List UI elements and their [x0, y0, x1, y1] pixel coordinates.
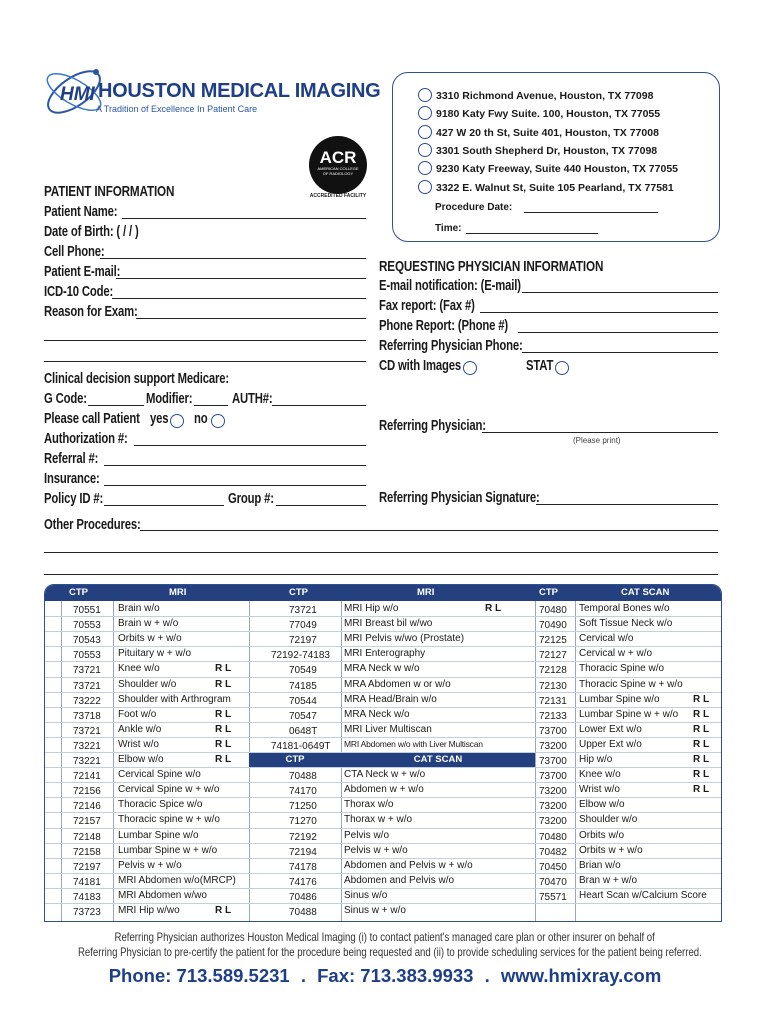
- procedure-name: Abdomen w + w/o: [344, 784, 424, 796]
- cpt-code: 70547: [289, 710, 317, 722]
- acr-ring-text: ACCREDITED FACILITY: [309, 193, 367, 199]
- location-option[interactable]: [418, 144, 657, 158]
- cpt-code: 70553: [73, 620, 101, 632]
- side-select: R L: [693, 723, 710, 735]
- side-select: R L: [693, 708, 710, 720]
- procedure-name: Cervical Spine w + w/o: [118, 784, 220, 796]
- procedure-name: Thoracic spine w + w/o: [118, 814, 220, 826]
- procedure-name: MRI Abdomen w/wo: [118, 889, 207, 901]
- company-tagline: A Tradition of Excellence In Patient Care: [96, 104, 258, 114]
- table-row-divider: [45, 677, 721, 678]
- cpt-code: 73200: [539, 816, 567, 828]
- patient-name-label: Patient Name:: [44, 204, 118, 220]
- cpt-code: 70482: [539, 846, 567, 858]
- table-header-cell: CTP: [539, 587, 558, 598]
- location-address: 427 W 20 th St, Suite 401, Houston, TX 77008: [436, 126, 659, 139]
- location-option[interactable]: [418, 126, 659, 140]
- other-procedures-field-2[interactable]: [44, 552, 718, 553]
- stat-radio[interactable]: [555, 361, 569, 375]
- side-select: R L: [215, 663, 232, 675]
- gcode-label: G Code:: [44, 391, 87, 407]
- location-address: 3301 South Shepherd Dr, Houston, TX 77098: [436, 144, 658, 157]
- reason-field-1[interactable]: [136, 318, 366, 319]
- table-row-divider: [45, 631, 721, 632]
- procedure-name: Orbits w + w/o: [579, 844, 643, 856]
- procedure-name: Lumbar Spine w/o: [118, 829, 199, 841]
- cpt-code: 70450: [539, 861, 567, 873]
- cell-phone-label: Cell Phone:: [44, 244, 105, 260]
- cpt-code: 0648T: [289, 725, 318, 737]
- cpt-code: 74181: [73, 876, 101, 888]
- procedure-name: Wrist w/o: [118, 738, 159, 750]
- reason-field-3[interactable]: [44, 361, 366, 362]
- cpt-code: 74178: [289, 861, 317, 873]
- cpt-code: 72197: [73, 861, 101, 873]
- insurance-label: Insurance:: [44, 471, 100, 487]
- table-row-divider: [45, 797, 721, 798]
- procedure-name: Shoulder w/o: [118, 678, 177, 690]
- side-select: R L: [693, 769, 710, 781]
- gcode-field[interactable]: [88, 405, 144, 406]
- reason-label: Reason for Exam:: [44, 304, 138, 320]
- procedure-name: MRI Abdomen w/o with Liver Multiscan: [344, 738, 483, 749]
- procedure-name: Thorax w/o: [344, 799, 394, 811]
- side-select: R L: [693, 754, 710, 765]
- cpt-code: 73200: [539, 801, 567, 813]
- table-row-divider: [45, 828, 721, 829]
- procedure-name: Shoulder w/o: [579, 814, 638, 826]
- time-field[interactable]: [466, 233, 598, 234]
- procedure-name: MRI Liver Multiscan: [344, 723, 432, 735]
- procedure-name: MRI Breast bil w/wo: [344, 618, 433, 630]
- cpt-code: 72157: [73, 816, 101, 828]
- table-header-cell: CAT SCAN: [621, 587, 670, 598]
- cpt-code: 73200: [539, 786, 567, 798]
- side-select: R L: [215, 678, 232, 690]
- procedure-name: Hip w/o: [579, 754, 613, 765]
- procedure-name: CTA Neck w + w/o: [344, 769, 426, 781]
- table-row-divider: [45, 692, 721, 693]
- procedure-name: Pelvis w/o: [344, 829, 390, 841]
- table-header-cell: CTP: [69, 587, 88, 598]
- fax-report-label: Fax report: (Fax #): [379, 298, 475, 314]
- cpt-code: 72127: [539, 650, 567, 662]
- cpt-code: 73721: [73, 725, 101, 737]
- procedure-name: Shoulder with Arthrogram: [118, 693, 231, 705]
- location-address: 9180 Katy Fwy Suite. 100, Houston, TX 77055: [436, 108, 661, 121]
- procedure-name: Knee w/o: [118, 663, 160, 675]
- cpt-code: 70490: [539, 620, 567, 632]
- acr-badge-text: ACR: [319, 148, 357, 167]
- cpt-code: 72148: [73, 831, 101, 843]
- cpt-code: 72194: [289, 846, 317, 858]
- table-header-cell: MRI: [417, 587, 435, 598]
- cpt-code: 77049: [289, 620, 317, 632]
- call-no-radio[interactable]: [211, 414, 225, 428]
- procedure-name: Sinus w/o: [344, 889, 388, 901]
- cpt-code: 70543: [73, 635, 101, 647]
- icd10-field[interactable]: [112, 298, 366, 299]
- side-select: R L: [693, 784, 710, 796]
- location-radio[interactable]: [418, 161, 432, 175]
- signature-field[interactable]: [536, 504, 718, 505]
- procedure-name: Thoracic Spice w/o: [118, 799, 203, 811]
- cpt-code: 72146: [73, 801, 101, 813]
- procedure-name: Elbow w/o: [118, 754, 164, 765]
- cpt-code: 70553: [73, 650, 101, 662]
- table-row-divider: [45, 858, 721, 859]
- table-row-divider: [45, 737, 721, 738]
- referring-phone-field[interactable]: [522, 352, 718, 353]
- authorization-note-2-text: Referring Physician to pre-certify the patient for the procedure being requested and (ii) to provide scheduling services for the patient being referred.: [77, 945, 702, 959]
- cpt-code: 72192: [289, 831, 317, 843]
- authorization-label: Authorization #:: [44, 431, 128, 447]
- procedure-name: Thorax w + w/o: [344, 814, 413, 826]
- table-row-divider: [45, 888, 721, 889]
- cpt-code: 73723: [73, 907, 101, 918]
- other-procedures-field-3[interactable]: [44, 574, 718, 575]
- dob-label: Date of Birth: ( / / ): [44, 224, 139, 240]
- procedure-name: Lumbar Spine w/o: [579, 693, 660, 705]
- cd-images-label: CD with Images: [379, 358, 462, 374]
- referring-phone-label: Referring Physician Phone:: [379, 338, 523, 354]
- table-row-divider: [45, 646, 721, 647]
- referring-physician-label: Referring Physician:: [379, 418, 486, 434]
- cpt-code: 70488: [289, 771, 317, 783]
- referral-field[interactable]: [104, 465, 366, 466]
- procedure-name: Lumbar Spine w + w/o: [118, 844, 218, 856]
- procedure-name: MRI Enterography: [344, 648, 426, 660]
- side-select: R L: [215, 708, 232, 720]
- cell-phone-field[interactable]: [100, 258, 366, 259]
- procedure-name: Thoracic Spine w/o: [579, 663, 665, 675]
- procedure-name: Orbits w/o: [579, 829, 625, 841]
- procedure-name: Ankle w/o: [118, 723, 162, 735]
- authorization-note-2: [0, 945, 770, 959]
- side-select: R L: [215, 738, 232, 750]
- procedure-name: Pituitary w + w/o: [118, 648, 192, 660]
- side-select: R L: [693, 738, 710, 750]
- cpt-code: 70486: [289, 891, 317, 903]
- cpt-code: 72128: [539, 665, 567, 677]
- logo-abbr: HMI: [60, 84, 95, 105]
- ctp-subheader: CTP: [249, 753, 341, 767]
- procedure-name: Sinus w + w/o: [344, 905, 406, 916]
- procedure-name: Lumbar Spine w + w/o: [579, 708, 679, 720]
- procedure-name: MRA Abdomen w or w/o: [344, 678, 451, 690]
- procedure-name: Brain w + w/o: [118, 618, 179, 630]
- cpt-code: 72130: [539, 680, 567, 692]
- group-label: Group #:: [228, 491, 274, 507]
- fax-report-field[interactable]: [480, 312, 718, 313]
- authorization-note-1: [0, 930, 770, 944]
- side-select: R L: [215, 754, 232, 765]
- cpt-code: 74176: [289, 876, 317, 888]
- cpt-code: 70480: [539, 605, 567, 616]
- cpt-code: 70480: [539, 831, 567, 843]
- insurance-field[interactable]: [104, 485, 366, 486]
- procedure-name: Bran w + w/o: [579, 874, 638, 886]
- procedure-name: Brain w/o: [118, 603, 160, 614]
- procedure-name: Thoracic Spine w + w/o: [579, 678, 683, 690]
- procedure-name: MRA Neck w/o: [344, 708, 410, 720]
- authorization-note-1-text: Referring Physician authorizes Houston Medical Imaging (i) to contact patient's managed care plan or other insurer on behalf of: [114, 930, 656, 944]
- modifier-field[interactable]: [194, 405, 228, 406]
- procedure-name: Knee w/o: [579, 769, 621, 781]
- procedure-name: Orbits w + w/o: [118, 633, 182, 645]
- cpt-code: 72125: [539, 635, 567, 647]
- procedure-name: Pelvis w + w/o: [118, 859, 182, 871]
- cpt-code: 72133: [539, 710, 567, 722]
- procedure-name: Cervical w/o: [579, 633, 634, 645]
- procedure-name: Brian w/o: [579, 859, 621, 871]
- side-select: R L: [215, 905, 232, 916]
- location-radio[interactable]: [418, 106, 432, 120]
- call-yes-radio[interactable]: [170, 414, 184, 428]
- auth-field[interactable]: [272, 405, 366, 406]
- procedure-name: Heart Scan w/Calcium Score: [579, 889, 707, 901]
- cpt-code: 73222: [73, 695, 101, 707]
- time-label: Time:: [435, 223, 462, 234]
- cpt-code: 73221: [73, 740, 101, 752]
- cpt-code: 70549: [289, 665, 317, 677]
- cpt-code: 70470: [539, 876, 567, 888]
- procedure-name: Cervical Spine w/o: [118, 769, 201, 781]
- procedure-name: Elbow w/o: [579, 799, 625, 811]
- cat-scan-subheader: CAT SCAN: [341, 753, 535, 767]
- referral-label: Referral #:: [44, 451, 99, 467]
- contact-line: [0, 965, 770, 987]
- cpt-code: 73721: [73, 680, 101, 692]
- location-radio[interactable]: [418, 143, 432, 157]
- cpt-code: 72158: [73, 846, 101, 858]
- cds-label: Clinical decision support Medicare:: [44, 371, 229, 387]
- location-option[interactable]: [418, 181, 674, 195]
- procedure-date-field[interactable]: [524, 212, 658, 213]
- email-notification-label: E-mail notification: (E-mail): [379, 278, 521, 294]
- other-procedures-label: Other Procedures:: [44, 517, 141, 533]
- company-name: HOUSTON MEDICAL IMAGING: [98, 80, 381, 102]
- footer-phone: Phone: 713.589.5231: [108, 965, 290, 986]
- cpt-code: 71250: [289, 801, 317, 813]
- procedure-name: Abdomen and Pelvis w + w/o: [344, 859, 473, 871]
- cd-images-radio[interactable]: [463, 361, 477, 375]
- procedure-name: MRI Hip w/wo: [118, 905, 180, 916]
- reason-field-2[interactable]: [44, 340, 366, 341]
- cpt-code: 73221: [73, 756, 101, 767]
- procedure-name: MRI Hip w/o: [344, 603, 399, 614]
- location-radio[interactable]: [418, 125, 432, 139]
- table-row-divider: [45, 661, 721, 662]
- table-row-divider: [45, 767, 721, 768]
- signature-label: Referring Physician Signature:: [379, 490, 540, 506]
- location-address: 3322 E. Walnut St, Suite 105 Pearland, TX 77581: [436, 181, 674, 194]
- phone-report-field[interactable]: [518, 332, 718, 333]
- cpt-code: 73721: [289, 605, 317, 616]
- yes-label: yes: [150, 411, 169, 427]
- location-radio[interactable]: [418, 180, 432, 194]
- cpt-code: 73200: [539, 740, 567, 752]
- location-option[interactable]: [418, 89, 653, 103]
- cpt-code: 74183: [73, 891, 101, 903]
- policy-field[interactable]: [104, 505, 224, 506]
- procedure-name: MRI Abdomen w/o(MRCP): [118, 874, 236, 886]
- side-select: R L: [693, 693, 710, 705]
- cpt-code: 74181-0649T: [271, 740, 331, 752]
- auth-label: AUTH#:: [232, 391, 273, 407]
- other-procedures-field-1[interactable]: [140, 530, 718, 531]
- procedure-name: Foot w/o: [118, 708, 157, 720]
- modifier-label: Modifier:: [146, 391, 193, 407]
- location-radio[interactable]: [418, 88, 432, 102]
- procedure-name: Soft Tissue Neck w/o: [579, 618, 673, 630]
- cpt-code: 75571: [539, 891, 567, 903]
- cpt-code: 72141: [73, 771, 101, 783]
- physician-section-title: REQUESTING PHYSICIAN INFORMATION: [379, 258, 604, 275]
- cpt-code: 70488: [289, 907, 317, 918]
- procedure-name: Pelvis w + w/o: [344, 844, 408, 856]
- email-notification-field[interactable]: [522, 292, 718, 293]
- location-address: 3310 Richmond Avenue, Houston, TX 77098: [436, 89, 654, 102]
- side-select: R L: [215, 723, 232, 735]
- acr-subtitle: AMERICAN COLLEGE OF RADIOLOGY: [317, 166, 359, 176]
- footer-website[interactable]: www.hmixray.com: [500, 965, 662, 986]
- cpt-code: 72192-74183: [271, 650, 330, 662]
- stat-label: STAT: [526, 358, 554, 374]
- cpt-code: 73721: [73, 665, 101, 677]
- procedure-name: Temporal Bones w/o: [579, 603, 670, 614]
- cpt-code: 70544: [289, 695, 317, 707]
- table-header: [45, 585, 721, 601]
- cpt-code: 74170: [289, 786, 317, 798]
- procedure-name: Abdomen and Pelvis w/o: [344, 874, 455, 886]
- cpt-code: 72156: [73, 786, 101, 798]
- table-row-divider: [45, 722, 721, 723]
- procedure-name: MRA Head/Brain w/o: [344, 693, 437, 705]
- procedure-name: Upper Ext w/o: [579, 738, 642, 750]
- patient-section-title: PATIENT INFORMATION: [44, 183, 175, 200]
- procedure-name: MRA Neck w w/o: [344, 663, 420, 675]
- procedure-table: [44, 584, 722, 922]
- cpt-code: 71270: [289, 816, 317, 828]
- procedure-date-label: Procedure Date:: [435, 202, 513, 213]
- cpt-code: 72197: [289, 635, 317, 647]
- patient-email-label: Patient E-mail:: [44, 264, 121, 280]
- table-row-divider: [45, 707, 721, 708]
- no-label: no: [194, 411, 208, 427]
- footer-sep-2: .: [484, 965, 490, 986]
- side-select: R L: [485, 603, 502, 614]
- call-patient-label: Please call Patient: [44, 411, 140, 427]
- footer-fax: Fax: 713.383.9933: [317, 965, 474, 986]
- cpt-code: 73718: [73, 710, 101, 722]
- footer-sep-1: .: [300, 965, 306, 986]
- location-option[interactable]: [418, 107, 660, 121]
- cpt-code: 73700: [539, 756, 567, 767]
- table-row-divider: [45, 873, 721, 874]
- referring-physician-field[interactable]: [482, 432, 718, 433]
- icd10-label: ICD-10 Code:: [44, 284, 114, 300]
- table-row-divider: [45, 843, 721, 844]
- patient-email-field[interactable]: [116, 278, 366, 279]
- table-row-divider: [45, 616, 721, 617]
- table-header-cell: CTP: [289, 587, 308, 598]
- cpt-code: 73700: [539, 771, 567, 783]
- policy-label: Policy ID #:: [44, 491, 104, 507]
- cpt-code: 72131: [539, 695, 567, 707]
- patient-name-field[interactable]: [122, 218, 366, 219]
- authorization-field[interactable]: [134, 445, 366, 446]
- procedure-name: Cervical w + w/o: [579, 648, 653, 660]
- table-row-divider: [45, 812, 721, 813]
- procedure-name: MRI Pelvis w/wo (Prostate): [344, 633, 465, 645]
- cpt-code: 74185: [289, 680, 317, 692]
- table-header-cell: MRI: [169, 587, 187, 598]
- location-address: 9230 Katy Freeway, Suite 440 Houston, TX 77055: [436, 162, 678, 175]
- table-row-divider: [45, 782, 721, 783]
- table-row-divider: [45, 903, 721, 904]
- procedure-name: Wrist w/o: [579, 784, 620, 796]
- procedure-name: Lower Ext w/o: [579, 723, 642, 735]
- please-print-note: (Please print): [573, 436, 621, 445]
- cpt-code: 73700: [539, 725, 567, 737]
- phone-report-label: Phone Report: (Phone #): [379, 318, 508, 334]
- group-field[interactable]: [276, 505, 366, 506]
- location-option[interactable]: [418, 162, 678, 176]
- acr-badge: [309, 136, 367, 194]
- cpt-code: 70551: [73, 605, 101, 616]
